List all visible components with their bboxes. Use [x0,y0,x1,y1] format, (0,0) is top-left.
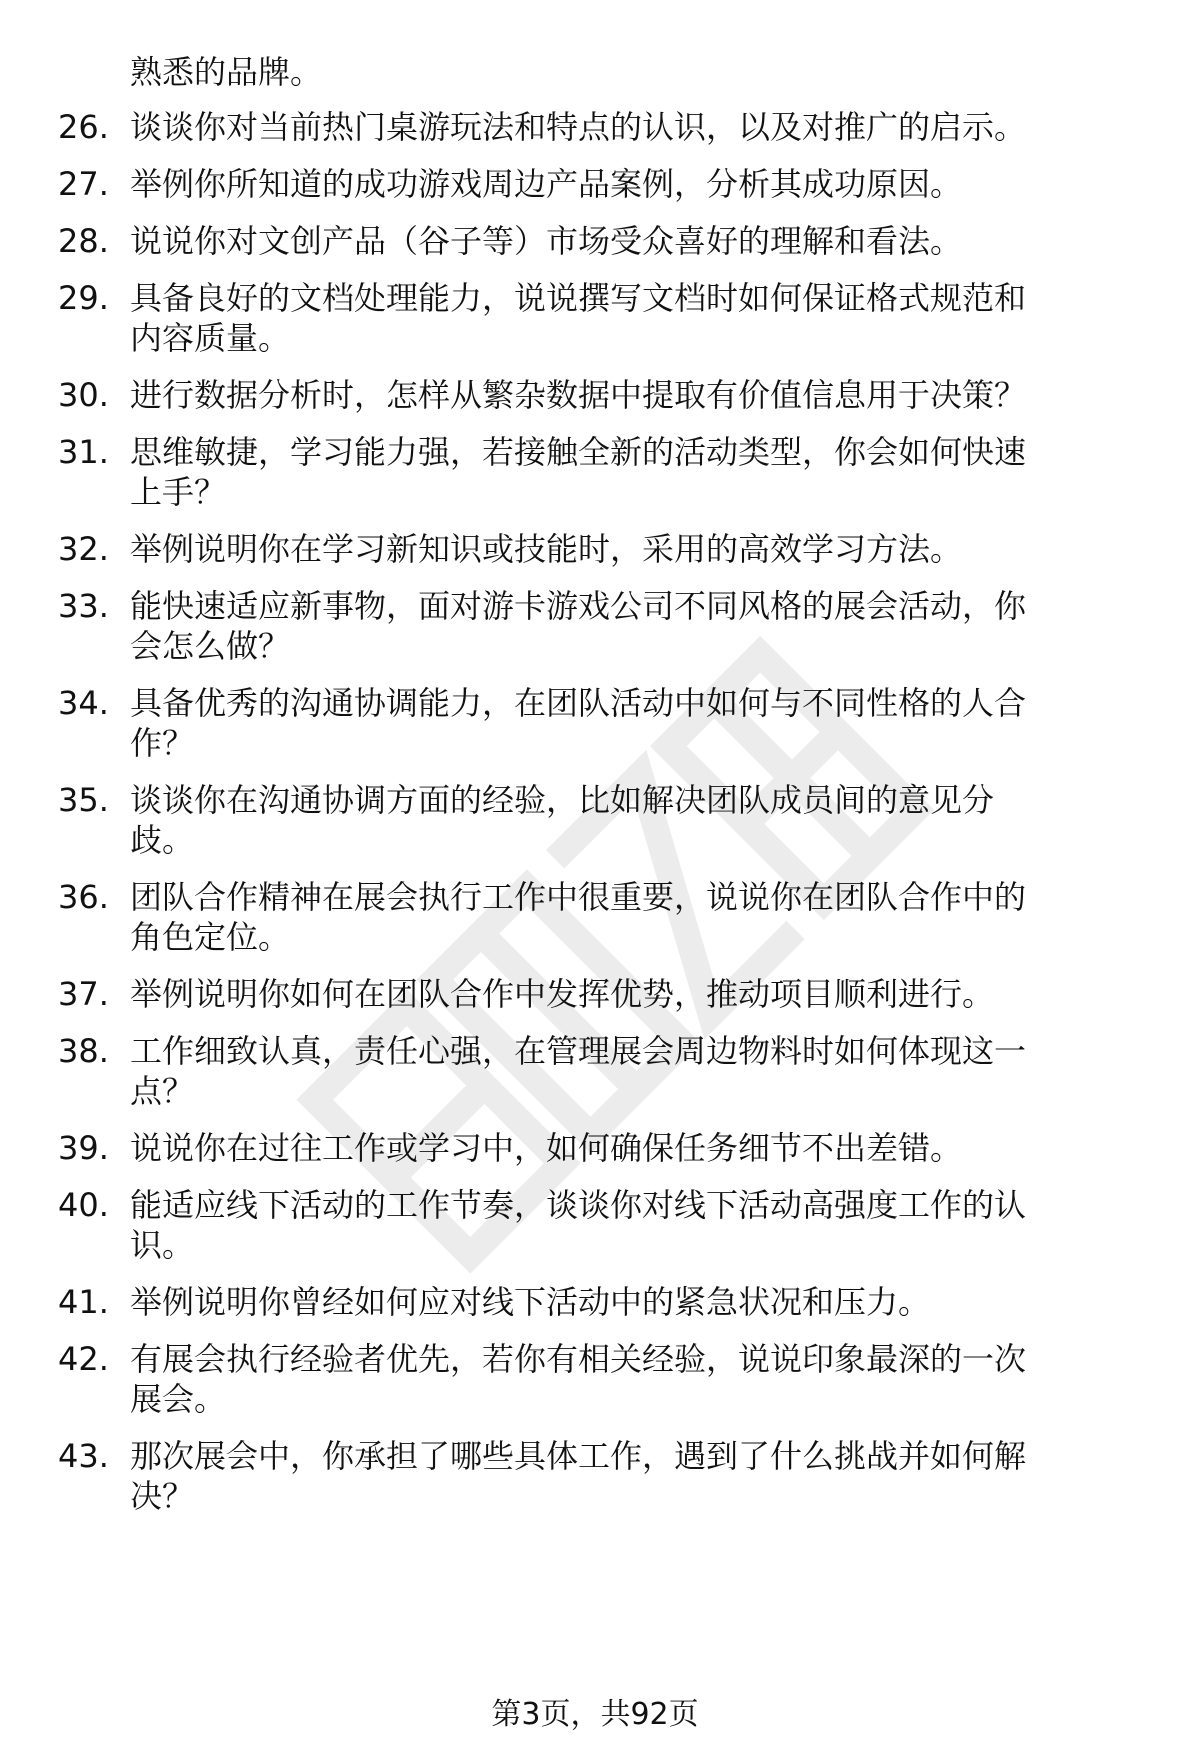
question-text [130,877,1140,957]
question-number: 43. [58,1437,109,1475]
question-number: 33. [58,587,109,625]
question-number: 27. [58,165,109,203]
question-text-line: 谈谈你在沟通协调方面的经验，比如解决团队成员间的意见分 [130,781,995,819]
question-number: 36. [58,878,109,916]
question-number: 31. [58,433,109,471]
question-item [58,683,1148,763]
question-text-line: 内容质量。 [130,319,291,357]
question-item [58,1031,1148,1111]
question-item [58,974,1148,1014]
question-text-line: 有展会执行经验者优先，若你有相关经验，说说印象最深的一次 [130,1340,1027,1378]
question-text-line: 具备优秀的沟通协调能力，在团队活动中如何与不同性格的人合 [130,684,1027,722]
question-text-line: 思维敏捷，学习能力强，若接触全新的活动类型，你会如何快速 [130,433,1027,471]
question-text [130,221,1140,261]
question-item [58,107,1148,147]
continuation-text: 熟悉的品牌。 [130,53,323,91]
question-text-line: 具备良好的文档处理能力，说说撰写文档时如何保证格式规范和 [130,279,1027,317]
question-item [58,529,1148,569]
question-text-line: 决？ [130,1477,195,1515]
question-text [130,1436,1140,1516]
question-item [58,221,1148,261]
question-text-line: 识。 [130,1226,195,1264]
question-text-line: 能快速适应新事物，面对游卡游戏公司不同风格的展会活动，你 [130,587,1027,625]
question-text-line: 能适应线下活动的工作节奏，谈谈你对线下活动高强度工作的认 [130,1186,1027,1224]
question-number: 26. [58,108,109,146]
page-footer: 第3页，共92页 [491,1697,699,1732]
question-text [130,974,1140,1014]
question-number: 39. [58,1129,109,1167]
question-text-line: 举例说明你如何在团队合作中发挥优势，推动项目顺利进行。 [130,975,995,1013]
question-text [130,1128,1140,1168]
question-number: 29. [58,279,109,317]
question-text [130,107,1140,147]
question-text [130,780,1140,860]
question-number: 40. [58,1186,109,1224]
question-text-line: 说说你对文创产品（谷子等）市场受众喜好的理解和看法。 [130,222,963,260]
question-item [58,164,1148,204]
question-text [130,375,1140,415]
question-item [58,278,1148,358]
question-text-line: 谈谈你对当前热门桌游玩法和特点的认识，以及对推广的启示。 [130,108,1027,146]
question-number: 42. [58,1340,109,1378]
question-number: 28. [58,222,109,260]
question-number: 38. [58,1032,109,1070]
question-text-line: 上手？ [130,473,227,511]
question-text-line: 展会。 [130,1380,227,1418]
question-text [130,1185,1140,1265]
question-text [130,529,1140,569]
question-text [130,1339,1140,1419]
question-text-line: 歧。 [130,821,195,859]
question-text [130,586,1140,666]
question-text [130,683,1140,763]
question-item [58,586,1148,666]
question-text-line: 点？ [130,1072,195,1110]
question-number: 37. [58,975,109,1013]
question-text-line: 举例说明你在学习新知识或技能时，采用的高效学习方法。 [130,530,963,568]
question-item [58,375,1148,415]
question-item [58,1128,1148,1168]
question-number: 32. [58,530,109,568]
question-text-line: 工作细致认真，责任心强，在管理展会周边物料时如何体现这一 [130,1032,1027,1070]
question-item [58,1339,1148,1419]
question-number: 41. [58,1283,109,1321]
question-number: 30. [58,376,109,414]
question-text [130,278,1140,358]
question-item [58,432,1148,512]
question-number: 34. [58,684,109,722]
question-text [130,164,1140,204]
question-text-line: 进行数据分析时，怎样从繁杂数据中提取有价值信息用于决策？ [130,376,1027,414]
question-text-line: 团队合作精神在展会执行工作中很重要，说说你在团队合作中的 [130,878,1027,916]
question-text-line: 会怎么做？ [130,627,291,665]
question-text-line: 作？ [130,724,195,762]
question-item [58,1436,1148,1516]
question-text [130,1031,1140,1111]
question-item [58,1185,1148,1265]
question-text-line: 举例说明你曾经如何应对线下活动中的紧急状况和压力。 [130,1283,931,1321]
question-text [130,432,1140,512]
question-text-line: 角色定位。 [130,918,291,956]
question-item [58,1282,1148,1322]
question-item [58,877,1148,957]
question-item [58,780,1148,860]
question-text-line: 举例你所知道的成功游戏周边产品案例，分析其成功原因。 [130,165,963,203]
question-number: 35. [58,781,109,819]
question-text-line: 那次展会中，你承担了哪些具体工作，遇到了什么挑战并如何解 [130,1437,1027,1475]
question-text-line: 说说你在过往工作或学习中，如何确保任务细节不出差错。 [130,1129,963,1167]
question-text [130,1282,1140,1322]
